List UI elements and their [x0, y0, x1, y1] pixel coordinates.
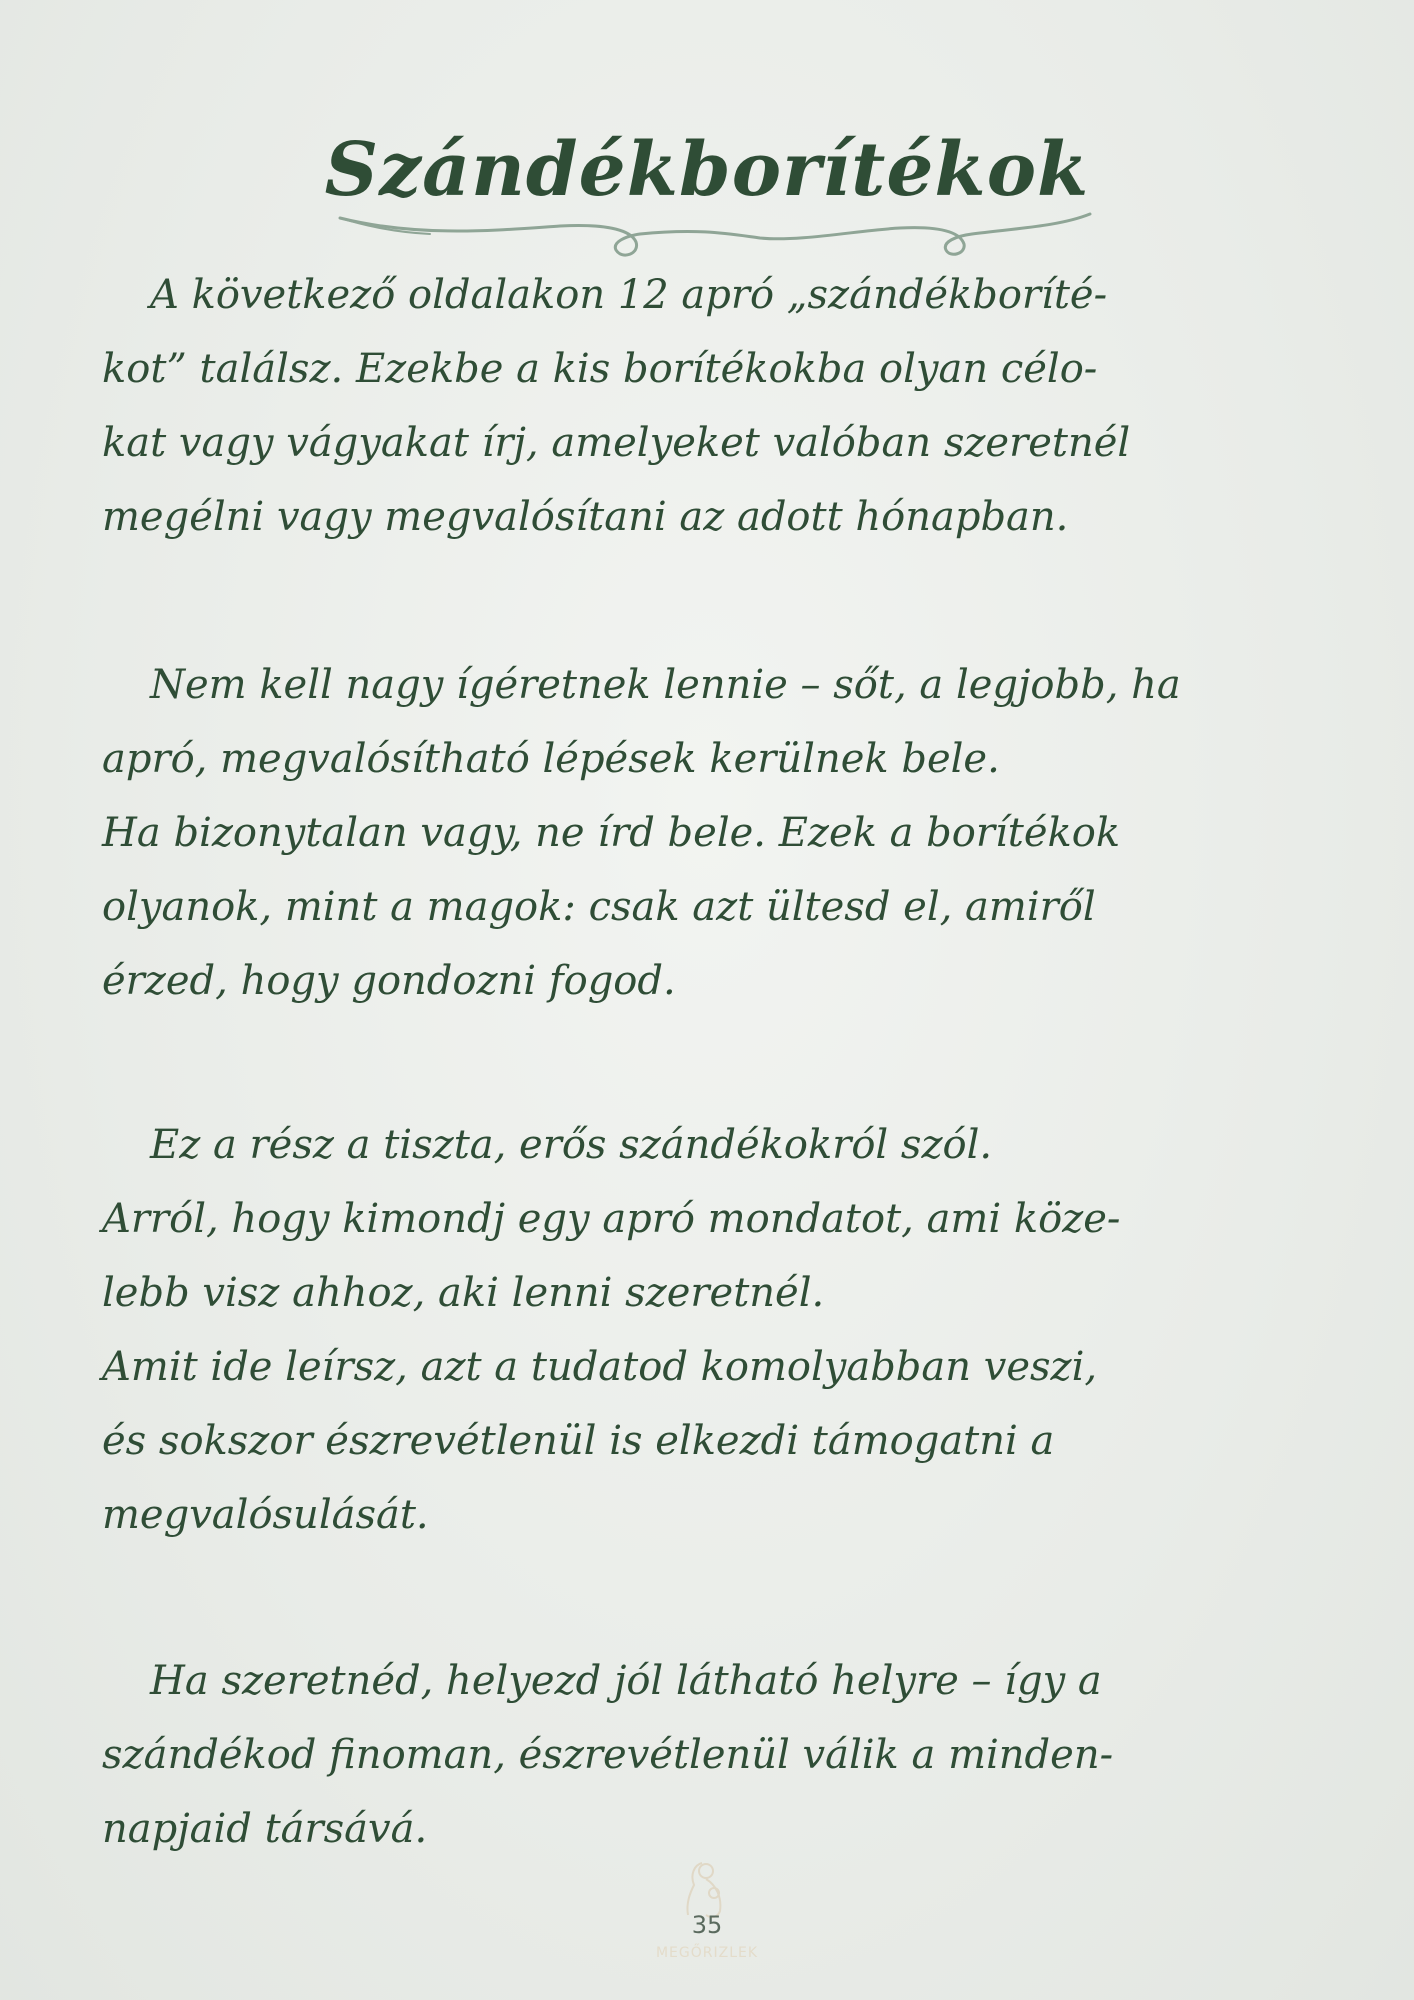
paragraph-line: lebb visz ahhoz, aki lenni szeretnél.	[102, 1270, 825, 1316]
paragraph-line: érzed, hogy gondozni fogod.	[102, 958, 676, 1004]
page-footer	[640, 1855, 774, 1965]
paragraph-line: kat vagy vágyakat írj, amelyeket valóban szeretnél	[102, 420, 1131, 466]
paragraph-line: apró, megvalósítható lépések kerülnek bele.	[102, 736, 1000, 782]
paragraph-line: A következő oldalakon 12 apró „szándékboríté-	[150, 272, 1108, 318]
paragraph-line: napjaid társává.	[102, 1806, 428, 1852]
paragraph-3	[102, 1108, 1312, 1552]
brand-name: MEGŐRIZLEK	[655, 1945, 759, 1961]
title-block	[300, 120, 1114, 250]
paragraph-line: Nem kell nagy ígéretnek lennie – sőt, a legjobb, ha	[150, 662, 1181, 708]
paragraph-1	[102, 258, 1312, 554]
paragraph-line: megélni vagy megvalósítani az adott hónapban.	[102, 494, 1069, 540]
paragraph-line: szándékod finoman, észrevétlenül válik a minden-	[102, 1732, 1114, 1778]
page-title: Szándékborítékok	[324, 127, 1090, 213]
paragraph-line: Arról, hogy kimondj egy apró mondatot, ami köze-	[102, 1196, 1121, 1242]
paragraph-line: Amit ide leírsz, azt a tudatod komolyabban veszi,	[102, 1344, 1098, 1390]
paragraph-line: Ha bizonytalan vagy, ne írd bele. Ezek a borítékok	[102, 810, 1121, 856]
paragraph-line: Ez a rész a tiszta, erős szándékokról szól.	[150, 1122, 993, 1168]
paragraph-4	[102, 1644, 1312, 1866]
paragraph-line: megvalósulását.	[102, 1492, 429, 1538]
page-number: 35	[691, 1911, 723, 1939]
paragraph-line: olyanok, mint a magok: csak azt ültesd el, amiről	[102, 884, 1096, 930]
paragraph-line: kot” találsz. Ezekbe a kis borítékokba olyan célo-	[102, 346, 1098, 392]
paragraph-line: és sokszor észrevétlenül is elkezdi támogatni a	[102, 1418, 1055, 1464]
paragraph-2	[102, 648, 1312, 1018]
paragraph-line: Ha szeretnéd, helyezd jól látható helyre – így a	[150, 1658, 1102, 1704]
